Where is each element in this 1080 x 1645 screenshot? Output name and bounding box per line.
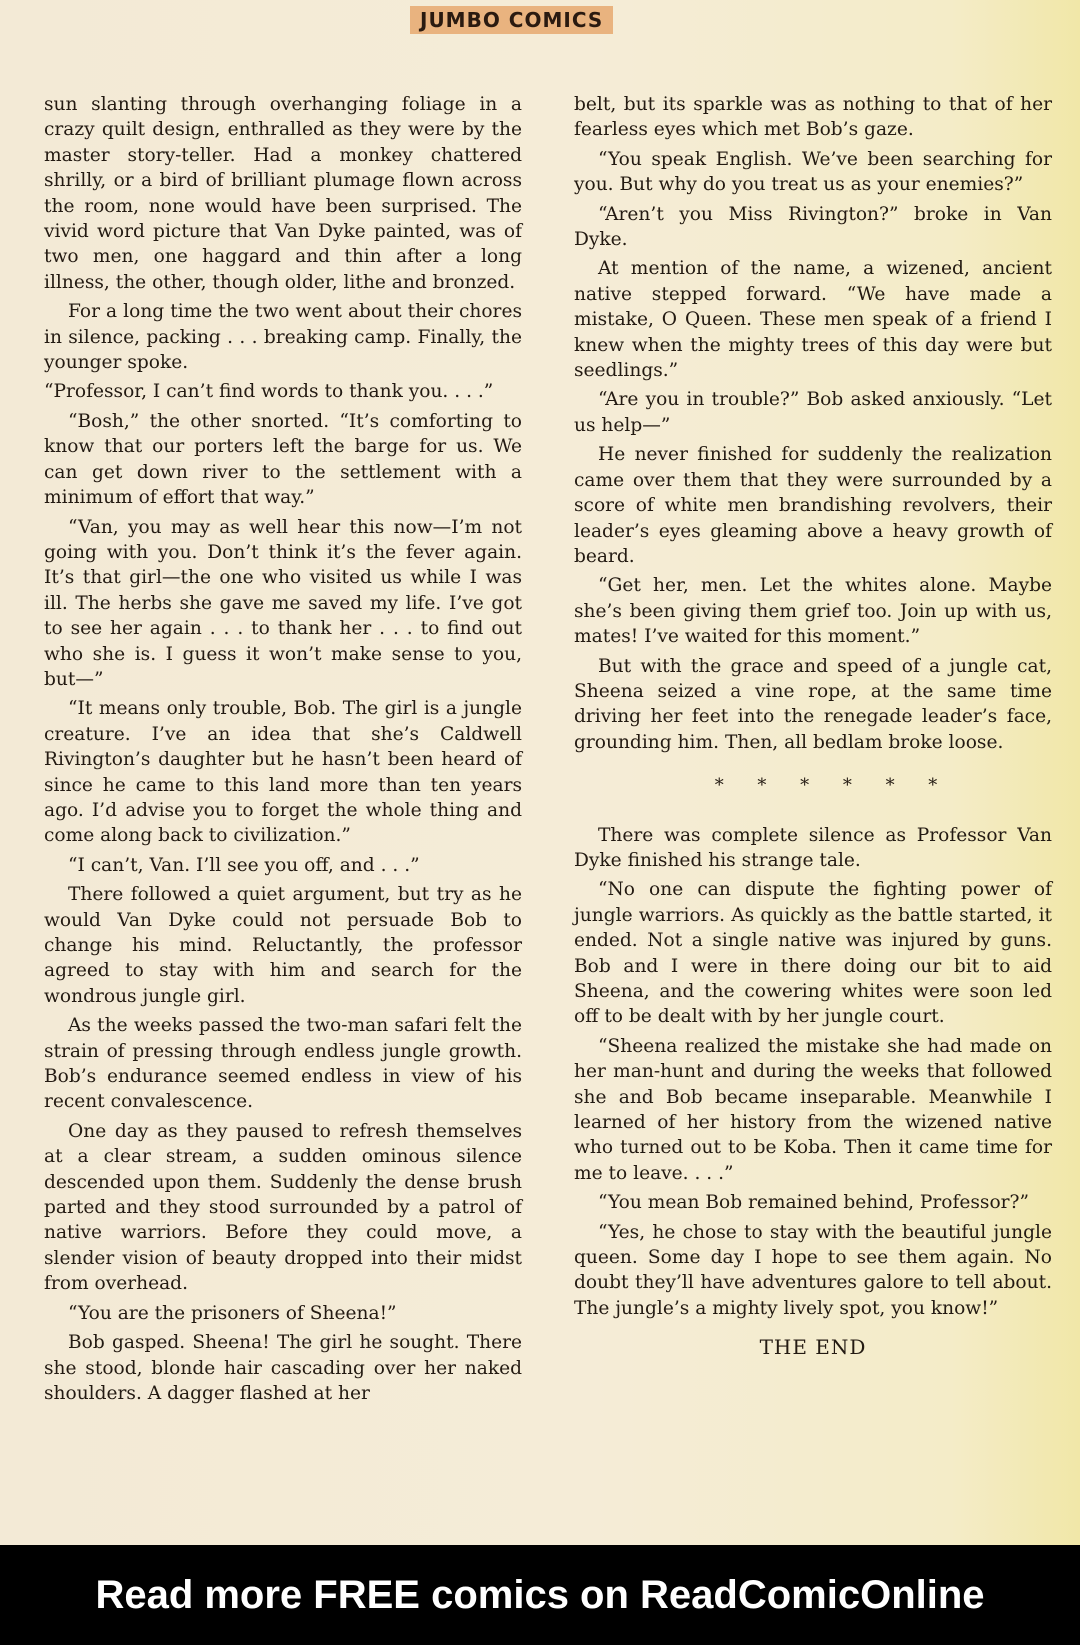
paragraph: There was complete silence as Professor Van Dyke finished his strange tale.	[574, 824, 1052, 871]
paragraph: “No one can dispute the fighting power of jungle warriors. As quickly as the battle started, it ended. Not a single native was injured by guns. Bob and I were in there doing our bit to aid Sheena, and the cowering whites were soon led off to be dealt with by her jungle court.	[574, 879, 1052, 1028]
promo-banner-text[interactable]: Read more FREE comics on ReadComicOnline	[95, 1572, 985, 1617]
paragraph: At mention of the name, a wizened, ancient native stepped forward. “We have made a mistake, O Queen. These men speak of a friend I knew when the mighty trees of this day were but seedlings.”	[574, 258, 1052, 382]
paragraph: “Sheena realized the mistake she had made on her man-hunt and during the weeks that followed she and Bob became inseparable. Meanwhile I learned of her history from the wizened native who turned out to be Koba. Then it came time for me to leave. . . .”	[574, 1035, 1052, 1184]
promo-banner[interactable]	[0, 1545, 1080, 1645]
paragraph: “You speak English. We’ve been searching for you. But why do you treat us as your enemies?”	[574, 148, 1052, 196]
paragraph: “You mean Bob remained behind, Professor?”	[598, 1192, 1030, 1214]
paragraph: There followed a quiet argument, but try as he would Van Dyke could not persuade Bob to change his mind. Reluctantly, the professor agreed to stay with him and search for the wondrous jungle girl.	[44, 884, 522, 1007]
paragraph: “Professor, I can’t find words to thank you. . . .”	[44, 381, 494, 403]
right-column	[574, 92, 1052, 1361]
paragraph: “Bosh,” the other snorted. “It’s comforting to know that our porters left the barge for us. We can get down river to the settlement with a minimum of effort that way.”	[44, 410, 522, 509]
paragraph: Bob gasped. Sheena! The girl he sought. There she stood, blonde hair cascading over her naked shoulders. A dagger flashed at her	[44, 1332, 522, 1404]
paragraph: belt, but its sparkle was as nothing to that of her fearless eyes which met Bob’s gaze.	[574, 94, 1052, 141]
paragraph: One day as they paused to refresh themselves at a clear stream, a sudden ominous silence descended upon them. Suddenly the dense brush parted and they stood surrounded by a patrol of native warriors. Before they could move, a slender vision of beauty dropped into their midst from overhead.	[44, 1120, 522, 1295]
paragraph: “I can’t, Van. I’ll see you off, and . . .”	[68, 854, 420, 876]
paragraph: “Are you in trouble?” Bob asked anxiously. “Let us help—”	[574, 389, 1052, 436]
paragraph: “Aren’t you Miss Rivington?” broke in Van Dyke.	[574, 203, 1052, 251]
paragraph: “Yes, he chose to stay with the beautiful jungle queen. Some day I hope to see them again. No doubt they’ll have adventures galore to tell about. The jungle’s a mighty lively spot, you know!”	[574, 1221, 1052, 1319]
paragraph: He never finished for suddenly the realization came over them that they were surrounded by a score of white men brandishing revolvers, their leader’s eyes gleaming above a heavy growth of beard.	[574, 444, 1052, 567]
paragraph: “It means only trouble, Bob. The girl is a jungle creature. I’ve an idea that she’s Caldwell Rivington’s daughter but he hasn’t been heard of since he came to this land more than ten years ago. I’d advise you to forget the whole thing and come along back to civilization.”	[44, 698, 522, 847]
paragraph: “Get her, men. Let the whites alone. Maybe she’s been giving them grief too. Join up with us, mates! I’ve waited for this moment.”	[574, 575, 1052, 648]
paragraph: sun slanting through overhanging foliage in a crazy quilt design, enthralled as they were by the master story-teller. Had a monkey chattered shrilly, or a bird of brilliant plumage flown across the room, none would have been surprised. The vivid word picture that Van Dyke painted, was of two men, one haggard and thin after a long illness, the other, though older, lithe and bronzed.	[44, 94, 522, 293]
paragraph: “Van, you may as well hear this now—I’m not going with you. Don’t think it’s the fever again. It’s that girl—the one who visited us while I was ill. The herbs she gave me saved my life. I’ve got to see her again . . . to thank her . . . to find out who she is. I guess it won’t make sense to you, but—”	[44, 516, 522, 690]
left-column	[44, 92, 522, 1410]
paragraph: But with the grace and speed of a jungle cat, Sheena seized a vine rope, at the same time driving her feet into the renegade leader’s face, grounding him. Then, all bedlam broke loose.	[574, 655, 1052, 753]
page-header: JUMBO COMICS	[410, 6, 613, 34]
paragraph: As the weeks passed the two-man safari felt the strain of pressing through endless jungle growth. Bob’s endurance seemed endless in view of his recent convalescence.	[44, 1015, 522, 1113]
section-separator: * * * * * *	[714, 775, 952, 797]
paragraph: “You are the prisoners of Sheena!”	[68, 1302, 397, 1324]
paragraph: For a long time the two went about their chores in silence, packing . . . breaking camp. Finally, the younger spoke.	[44, 301, 522, 374]
the-end-label: THE END	[759, 1335, 867, 1360]
